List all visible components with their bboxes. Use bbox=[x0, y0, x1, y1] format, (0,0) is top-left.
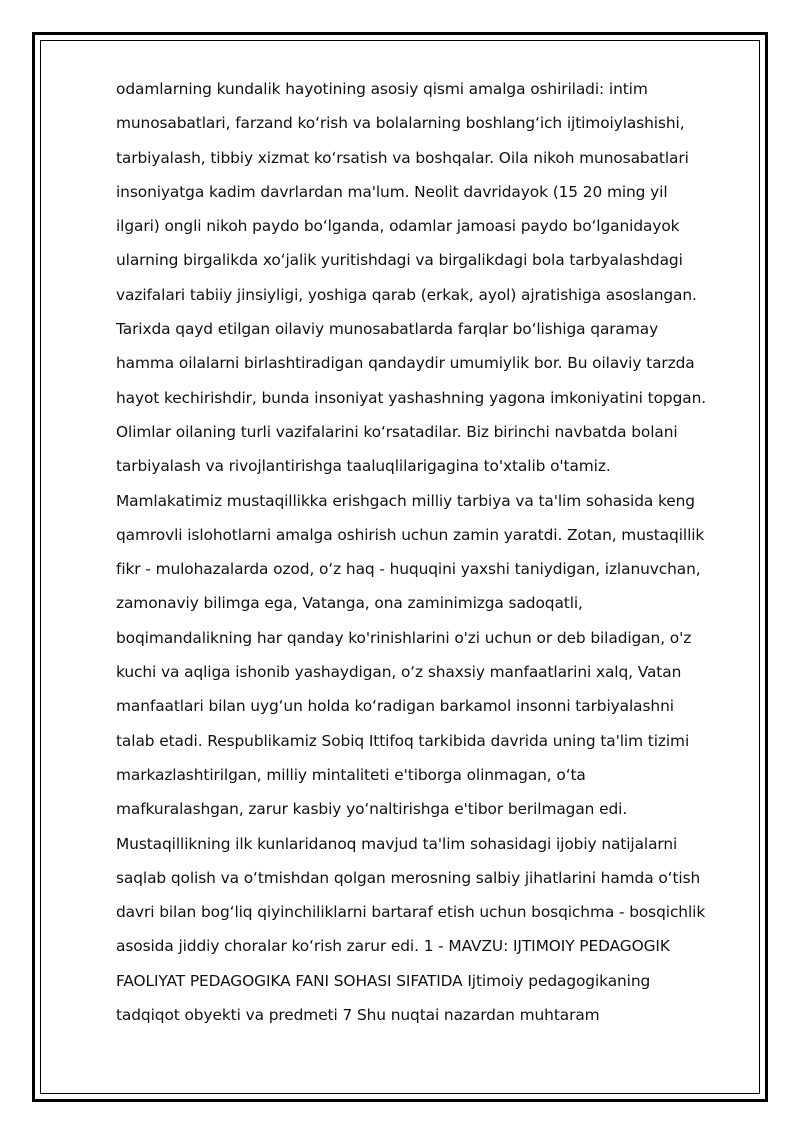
text-line-25: davri bilan bogʻliq qiyinchiliklarni bartaraf etish uchun bosqichma - bosqichlik bbox=[116, 903, 706, 922]
text-line-18: kuchi va aqliga ishonib yashaydigan, oʻz shaxsiy manfaatlarini xalq, Vatan bbox=[116, 663, 682, 682]
document-body bbox=[116, 72, 706, 1032]
text-line-7: vazifalari tabiiy jinsiyligi, yoshiga qarab (erkak, ayol) ajratishiga asoslangan. bbox=[116, 285, 697, 304]
text-line-20: talab etadi. Respublikamiz Sobiq Ittifoq tarkibida davrida uning ta'lim tizimi bbox=[116, 731, 690, 750]
text-line-22: mafkuralashgan, zarur kasbiy yoʻnaltirishga e'tibor berilmagan edi. bbox=[116, 800, 628, 819]
text-line-10: hayot kechirishdir, bunda insoniyat yashashning yagona imkoniyatini topgan. bbox=[116, 388, 707, 407]
text-line-2: munosabatlari, farzand koʻrish va bolalarning boshlangʻich ijtimoiylashishi, bbox=[116, 114, 685, 133]
text-line-16: zamonaviy bilimga ega, Vatanga, ona zaminimizga sadoqatli, bbox=[116, 594, 583, 613]
text-line-4: insoniyatga kadim davrlardan ma'lum. Neolit davridayok (15 20 ming yil bbox=[116, 182, 668, 201]
text-line-26: asosida jiddiy choralar koʻrish zarur edi. 1 - MAVZU: IJTIMOIY PEDAGOGIK bbox=[116, 937, 670, 956]
text-line-27: FAOLIYAT PEDAGOGIKA FANI SOHASI SIFATIDA Ijtimoiy pedagogikaning bbox=[116, 971, 651, 990]
text-line-3: tarbiyalash, tibbiy xizmat koʻrsatish va boshqalar. Oila nikoh munosabatlari bbox=[116, 148, 689, 167]
text-line-8: Tarixda qayd etilgan oilaviy munosabatlarda farqlar boʻlishiga qaramay bbox=[116, 320, 659, 339]
text-line-21: markazlashtirilgan, milliy mintaliteti e'tiborga olinmagan, oʻta bbox=[116, 765, 586, 784]
text-line-19: manfaatlari bilan uygʻun holda koʻradigan barkamol insonni tarbiyalashni bbox=[116, 697, 674, 716]
text-line-9: hamma oilalarni birlashtiradigan qandaydir umumiylik bor. Bu oilaviy tarzda bbox=[116, 354, 695, 373]
text-line-13: Mamlakatimiz mustaqillikka erishgach milliy tarbiya va ta'lim sohasida keng bbox=[116, 491, 695, 510]
text-line-1: odamlarning kundalik hayotining asosiy qismi amalga oshiriladi: intim bbox=[116, 80, 648, 98]
text-line-11: Olimlar oilaning turli vazifalarini koʻrsatadilar. Biz birinchi navbatda bolani bbox=[116, 422, 678, 441]
text-line-6: ularning birgalikda xoʻjalik yuritishdagi va birgalikdagi bola tarbyalashdagi bbox=[116, 251, 683, 270]
text-line-23: Mustaqillikning ilk kunlaridanoq mavjud ta'lim sohasidagi ijobiy natijalarni bbox=[116, 834, 678, 853]
text-line-5: ilgari) ongli nikoh paydo boʻlganda, odamlar jamoasi paydo boʻlganidayok bbox=[116, 217, 680, 236]
text-line-12: tarbiyalash va rivojlantirishga taaluqlilarigagina to'xtalib o'tamiz. bbox=[116, 457, 611, 476]
text-line-28: tadqiqot obyekti va predmeti 7 Shu nuqtai nazardan muhtaram bbox=[116, 1006, 600, 1025]
text-line-14: qamrovli islohotlarni amalga oshirish uchun zamin yaratdi. Zotan, mustaqillik bbox=[116, 525, 705, 544]
text-line-15: fikr - mulohazalarda ozod, oʻz haq - huquqini yaxshi taniydigan, izlanuvchan, bbox=[116, 560, 701, 579]
text-line-24: saqlab qolish va oʻtmishdan qolgan merosning salbiy jihatlarini hamda oʻtish bbox=[116, 868, 701, 887]
text-line-17: boqimandalikning har qanday ko'rinishlarini o'zi uchun or deb biladigan, o'z bbox=[116, 628, 692, 647]
